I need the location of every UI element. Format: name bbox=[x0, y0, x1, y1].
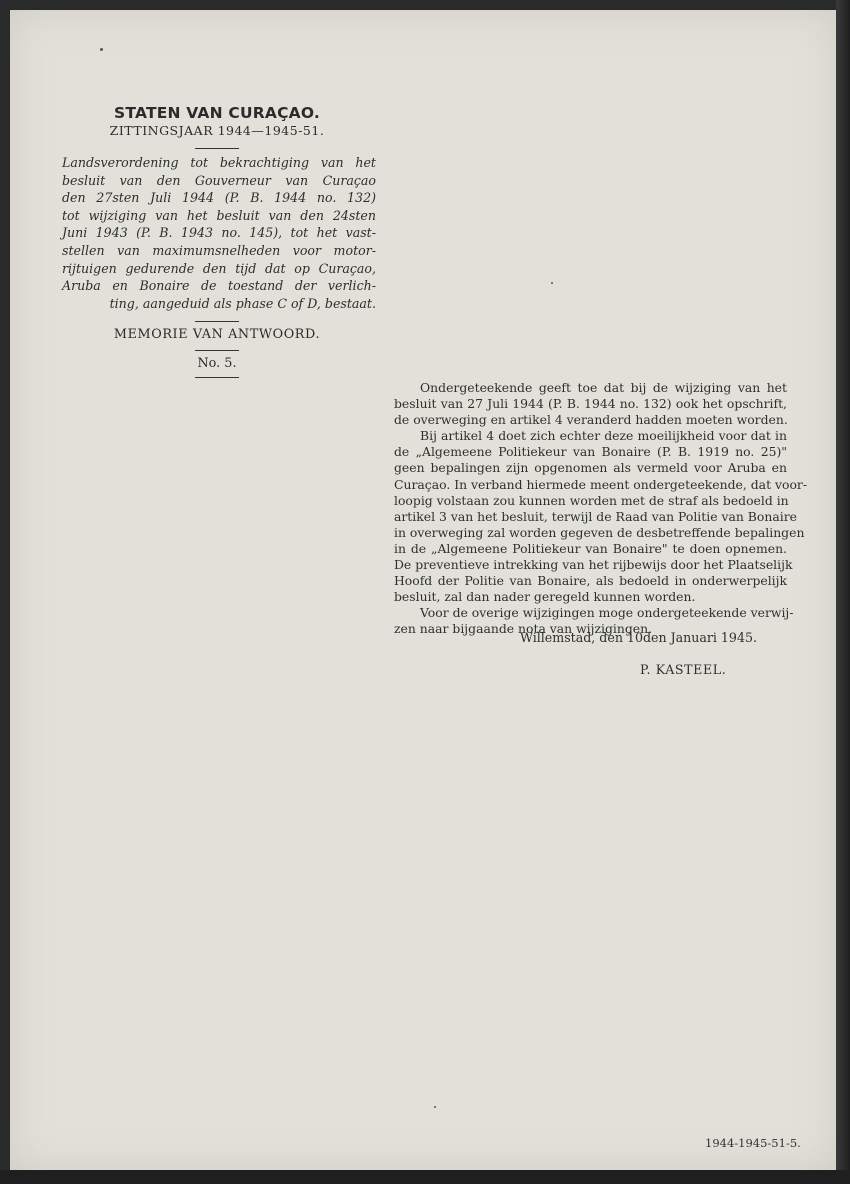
body-line: De preventieve intrekking van het rijbewijs door het Plaatselijk bbox=[394, 557, 793, 573]
ordinance-line: tot wijziging van het besluit van den 24sten bbox=[62, 207, 376, 223]
body-line: Hoofd der Politie van Bonaire, als bedoeld in onderwerpelijk bbox=[394, 573, 787, 589]
body-line: geen bepalingen zijn opgenomen als vermeld voor Aruba en bbox=[394, 460, 787, 476]
body-line: loopig volstaan zou kunnen worden met de straf als bedoeld in bbox=[394, 492, 789, 508]
document-number: No. 5. bbox=[197, 356, 237, 372]
ordinance-line: Aruba en Bonaire de toestand der verlich- bbox=[62, 278, 376, 294]
body-line: besluit, zal dan nader geregeld kunnen worden. bbox=[394, 589, 696, 605]
ordinance-line: rijtuigen gedurende den tijd dat op Curaçao, bbox=[62, 260, 376, 276]
body-line: Bij artikel 4 doet zich echter deze moeilijkheid voor dat in bbox=[420, 428, 787, 444]
divider bbox=[195, 321, 239, 322]
body-line: in de „Algemeene Politiekeur van Bonaire" te doen opnemen. bbox=[394, 540, 787, 556]
body-line: besluit van 27 Juli 1944 (P. B. 1944 no. 132) ook het opschrift, bbox=[394, 396, 787, 412]
body-line: in overweging zal worden gegeven de desbetreffende bepalingen bbox=[394, 524, 805, 540]
ordinance-line: Juni 1943 (P. B. 1943 no. 145), tot het vast- bbox=[62, 225, 376, 241]
ordinance-description bbox=[58, 154, 376, 312]
document-header bbox=[58, 104, 376, 383]
body-line: Ondergeteekende geeft toe dat bij de wijziging van het bbox=[420, 380, 787, 395]
scan-edge-right bbox=[836, 0, 850, 1184]
signatory-name: P. KASTEEL. bbox=[640, 662, 727, 677]
body-line: de „Algemeene Politiekeur van Bonaire (P. B. 1919 no. 25)" bbox=[394, 444, 787, 460]
scan-speck bbox=[434, 1106, 436, 1108]
scan-speck bbox=[100, 48, 103, 51]
document-type: MEMORIE VAN ANTWOORD. bbox=[113, 327, 321, 343]
place-and-date: Willemstad, den 10den Januari 1945. bbox=[520, 630, 757, 645]
ordinance-line: besluit van den Gouverneur van Curaçao bbox=[62, 172, 376, 188]
memorandum-body bbox=[394, 380, 808, 638]
scan-edge-bottom bbox=[0, 1170, 850, 1184]
ordinance-line: ting, aangeduid als phase C of D, bestaat. bbox=[109, 295, 376, 311]
body-line: de overweging en artikel 4 veranderd hadden moeten worden. bbox=[394, 412, 788, 428]
ordinance-line: Landsverordening tot bekrachtiging van het bbox=[62, 155, 376, 170]
scan-speck bbox=[551, 282, 553, 284]
bleed-through-mark bbox=[540, 112, 545, 127]
body-line: Voor de overige wijzigingen moge ondergeteekende verwij- bbox=[420, 605, 794, 621]
ordinance-line: den 27sten Juli 1944 (P. B. 1944 no. 132) bbox=[62, 190, 376, 206]
page-title: STATEN VAN CURAÇAO. bbox=[114, 104, 320, 122]
ordinance-line: stellen van maximumsnelheden voor motor- bbox=[62, 242, 376, 258]
body-line: zen naar bijgaande nota van wijzigingen. bbox=[394, 621, 653, 637]
session-year: ZITTINGSJAAR 1944—1945-51. bbox=[109, 123, 325, 138]
body-line: artikel 3 van het besluit, terwijl de Raad van Politie van Bonaire bbox=[394, 508, 797, 524]
divider bbox=[195, 148, 239, 149]
divider bbox=[195, 377, 239, 378]
divider bbox=[195, 350, 239, 351]
body-line: Curaçao. In verband hiermede meent ondergeteekende, dat voor- bbox=[394, 476, 808, 492]
document-code: 1944-1945-51-5. bbox=[705, 1136, 801, 1150]
